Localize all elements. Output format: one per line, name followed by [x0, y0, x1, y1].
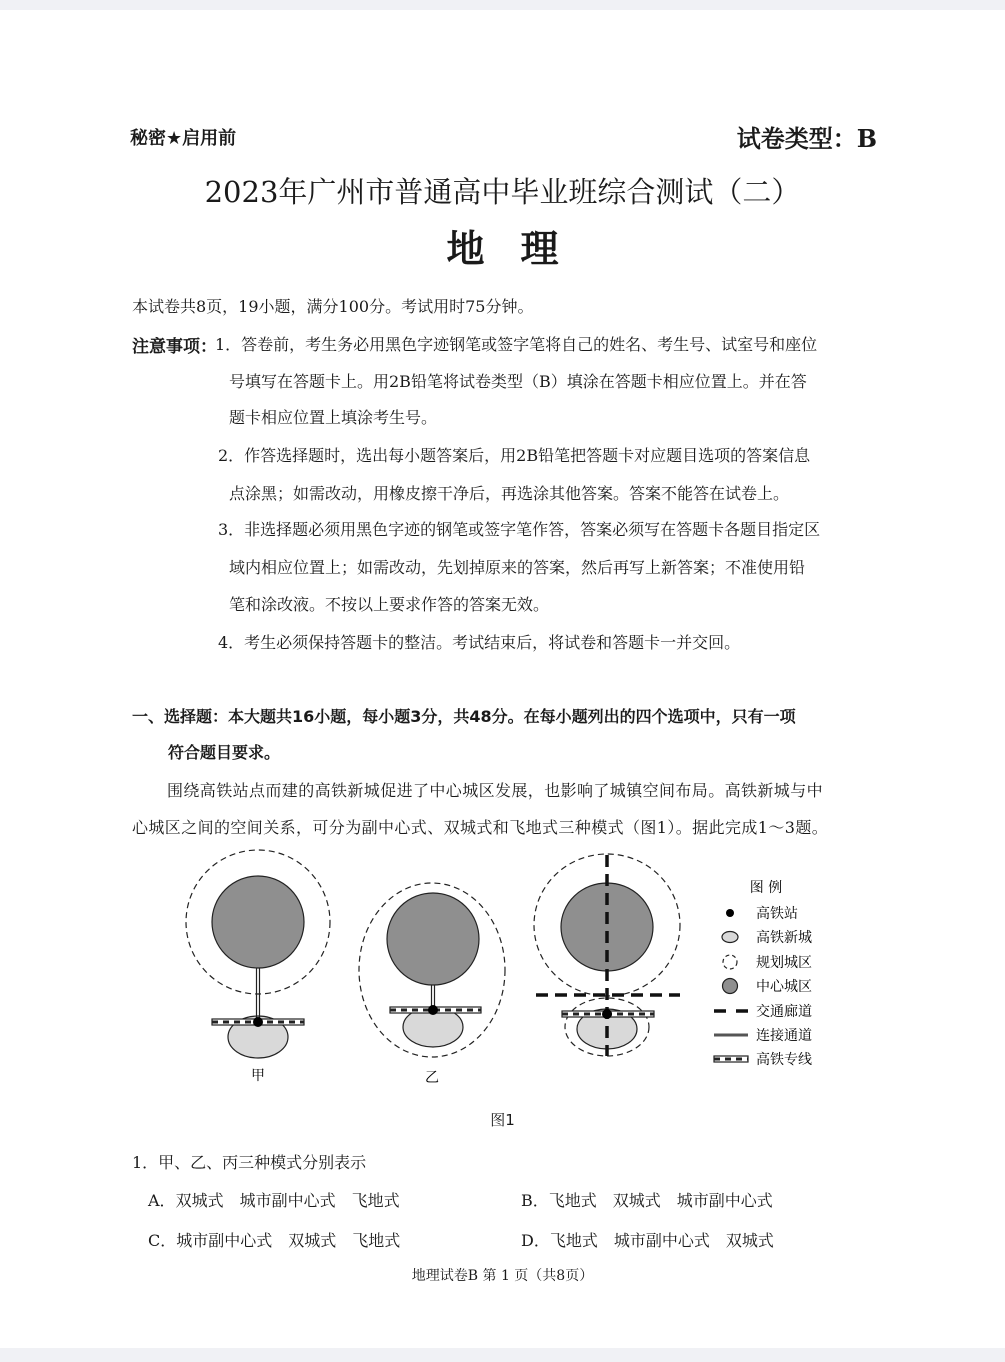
confidential-mark: 秘密★启用前	[130, 128, 237, 149]
option-key: C．	[148, 1231, 177, 1250]
notice-line: 4．考生必须保持答题卡的整洁。考试结束后，将试卷和答题卡一并交回。	[218, 633, 741, 652]
legend-label: 高铁站	[756, 906, 798, 922]
notice-label: 注意事项：	[132, 337, 217, 357]
diagram-yi	[359, 883, 505, 1057]
question-1-option-b	[521, 1188, 773, 1211]
figure-caption: 图1	[490, 1111, 515, 1129]
exam-intro: 本试卷共8页，19小题，满分100分。考试用时75分钟。	[132, 297, 534, 316]
diagram-label-jia: 甲	[251, 1068, 265, 1084]
notice-line: 3．非选择题必须用黑色字迹的钢笔或签字笔作答，答案必须写在答题卡各题目指定区	[218, 520, 821, 539]
central-district-circle-icon	[723, 979, 738, 994]
legend-title: 图 例	[749, 880, 783, 896]
exam-title: 2023年广州市普通高中毕业班综合测试（二）	[204, 175, 801, 209]
section-heading-cont: 符合题目要求。	[168, 743, 281, 762]
station-dot-icon	[726, 909, 734, 917]
legend-label: 高铁新城	[756, 930, 812, 946]
notice-line: 1．答卷前，考生务必用黑色字迹钢笔或签字笔将自己的姓名、考生号、试室号和座位	[215, 335, 818, 354]
central-district	[212, 876, 304, 968]
legend-label: 规划城区	[756, 955, 812, 971]
option-key: A．	[148, 1191, 176, 1210]
legend	[714, 880, 812, 1068]
option-text: 城市副中心式 双城式 飞地式	[176, 1231, 401, 1250]
question-1-option-d	[521, 1228, 774, 1251]
legend-label: 中心城区	[756, 979, 812, 995]
bottom-bar	[0, 1348, 1005, 1362]
passage-line: 心城区之间的空间关系，可分为副中心式、双城式和飞地式三种模式（图1）。据此完成1～3题。	[132, 818, 829, 837]
question-1-option-a	[148, 1188, 400, 1211]
diagram-label-yi: 乙	[425, 1070, 439, 1086]
legend-label: 高铁专线	[756, 1052, 812, 1068]
hsr-station	[253, 1017, 263, 1027]
hsr-station	[428, 1005, 438, 1015]
notice-line: 2．作答选择题时，选出每小题答案后，用2B铅笔把答题卡对应题目选项的答案信息	[218, 446, 811, 465]
option-key: B．	[521, 1191, 549, 1210]
central-district	[387, 893, 479, 985]
paper-type: 试卷类型：B	[736, 124, 877, 153]
planned-area-dashed-circle-icon	[723, 955, 737, 969]
hsr-station	[602, 1009, 612, 1019]
subject-title: 地理	[446, 227, 595, 271]
legend-label: 交通廊道	[756, 1004, 812, 1020]
notice-line: 题卡相应位置上填涂考生号。	[229, 408, 438, 427]
new-city-ellipse-icon	[722, 932, 738, 943]
option-text: 双城式 城市副中心式 飞地式	[175, 1191, 400, 1210]
option-text: 飞地式 城市副中心式 双城式	[549, 1231, 774, 1250]
passage-line: 围绕高铁站点而建的高铁新城促进了中心城区发展，也影响了城镇空间布局。高铁新城与中	[167, 781, 824, 800]
diagram-bing	[534, 854, 680, 1056]
diagram-jia	[186, 850, 330, 1058]
notice-line: 笔和涂改液。不按以上要求作答的答案无效。	[229, 595, 550, 614]
notice-line: 域内相应位置上；如需改动，先划掉原来的答案，然后再写上新答案；不准使用铅	[229, 558, 806, 577]
option-text: 飞地式 双城式 城市副中心式	[548, 1191, 773, 1210]
question-1-option-c	[148, 1228, 400, 1251]
section-heading: 一、选择题：本大题共16小题，每小题3分，共48分。在每小题列出的四个选项中，只有一项	[132, 707, 796, 726]
option-key: D．	[521, 1231, 550, 1250]
notice-line: 号填写在答题卡上。用2B铅笔将试卷类型（B）填涂在答题卡相应位置上。并在答	[229, 372, 807, 391]
notice-line: 点涂黑；如需改动，用橡皮擦干净后，再选涂其他答案。答案不能答在试卷上。	[229, 484, 790, 503]
page-footer: 地理试卷B 第 1 页（共8页）	[411, 1268, 594, 1284]
legend-label: 连接通道	[756, 1028, 812, 1044]
question-1-stem: 1．甲、乙、丙三种模式分别表示	[132, 1153, 367, 1172]
